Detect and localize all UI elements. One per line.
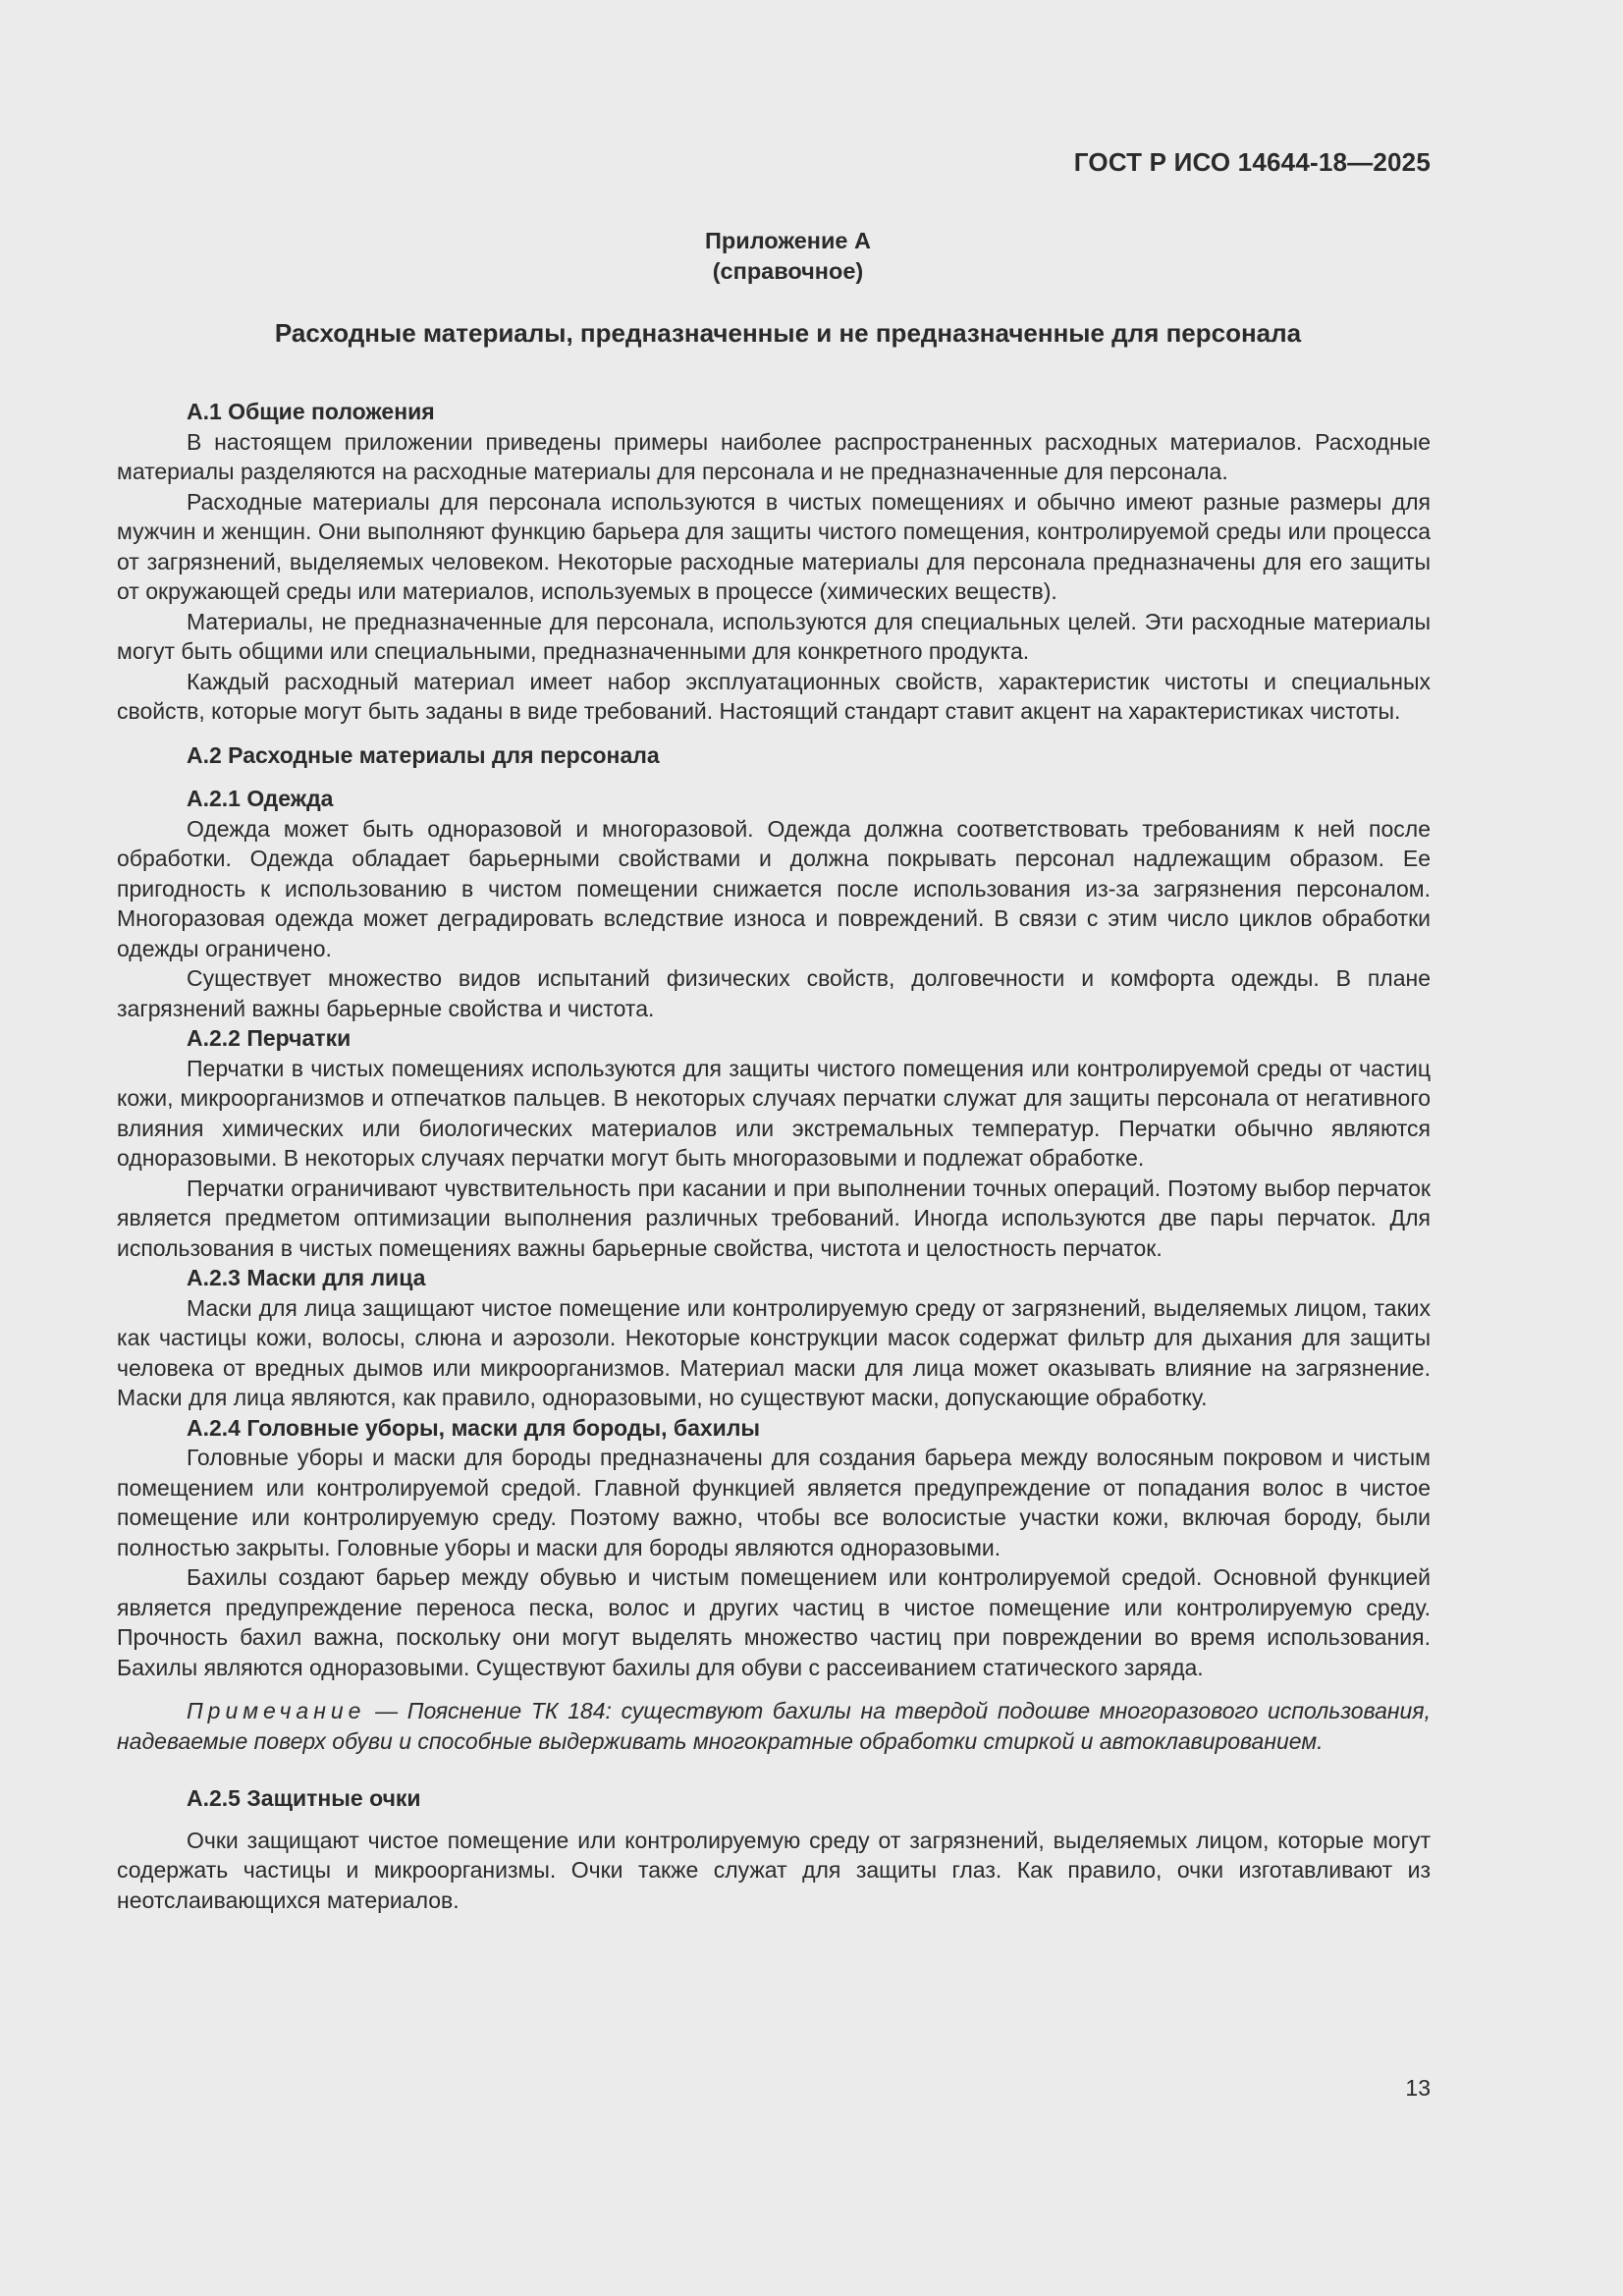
paragraph: В настоящем приложении приведены примеры наиболее распространенных расходных материалов. Расходные материалы разделяются на расходные материалы для персонала и не предназначенные для персонала. — [117, 428, 1431, 484]
paragraph: Маски для лица защищают чистое помещение или контролируемую среду от загрязнений, выделяемых лицом, таких как частицы кожи, волосы, слюна и аэрозоли. Некоторые конструкции масок содержат фильтр для дыхания для защиты человека от вредных дымов или микроорганизмов. Материал маски для лица может оказывать влияние на загрязнение. Маски для лица являются, как правило, одноразовыми, но существуют маски, допускающие обработку. — [117, 1294, 1431, 1410]
note-label: Примечание — [187, 1698, 366, 1723]
document-body — [117, 397, 1431, 1915]
paragraph: Каждый расходный материал имеет набор эксплуатационных свойств, характеристик чистоты и специальных свойств, которые могут быть заданы в виде требований. Настоящий стандарт ставит акцент на характеристиках чистоты. — [117, 668, 1431, 724]
paragraph: Существует множество видов испытаний физических свойств, долговечности и комфорта одежды. В плане загрязнений важны барьерные свойства и чистота. — [117, 965, 1431, 1021]
paragraph: Одежда может быть одноразовой и многоразовой. Одежда должна соответствовать требованиям к ней после обработки. Одежда обладает барьерными свойствами и должна покрывать персонал надлежащим образом. Ее пригодность к использованию в чистом помещении снижается после использования из-за загрязнения персоналом. Многоразовая одежда может деградировать вследствие износа и повреждений. В связи с этим число циклов обработки одежды ограничено. — [117, 815, 1431, 961]
paragraph: Бахилы создают барьер между обувью и чистым помещением или контролируемой средой. Основной функцией является предупреждение переноса песка, волос и других частиц в чистое помещение или контролируемую среду. Прочность бахил важна, поскольку они могут выделять множество частиц при повреждении во время использования. Бахилы являются одноразовыми. Существуют бахилы для обуви с рассеиванием статического заряда. — [117, 1564, 1431, 1680]
appendix-title: Расходные материалы, предназначенные и не предназначенные для персонала — [274, 318, 1302, 348]
subsection-heading-a25: А.2.5 Защитные очки — [187, 1785, 421, 1811]
subsection-heading-a21: А.2.1 Одежда — [187, 786, 334, 811]
paragraph: Головные уборы и маски для бороды предназначены для создания барьера между волосяным покровом и чистым помещением или контролируемой средой. Главной функцией является предупреждение от попадания волос в чистое помещение или контролируемую среду. Поэтому важно, чтобы все волосистые участки кожи, включая бороду, были полностью закрыты. Головные уборы и маски для бороды являются одноразовыми. — [117, 1445, 1431, 1560]
appendix-status: (справочное) — [712, 258, 864, 284]
note — [117, 1696, 1431, 1756]
paragraph: Очки защищают чистое помещение или контролируемую среду от загрязнений, выделяемых лицом, которые могут содержать частицы и микроорганизмы. Очки также служат для защиты глаз. Как правило, очки изготавливают из неотслаивающихся материалов. — [117, 1827, 1431, 1913]
appendix-label: Приложение А — [705, 228, 871, 253]
section-heading-a1: А.1 Общие положения — [187, 399, 435, 424]
paragraph: Расходные материалы для персонала используются в чистых помещениях и обычно имеют разные размеры для мужчин и женщин. Они выполняют функцию барьера для защиты чистого помещения, контролируемой среды или процесса от загрязнений, выделяемых человеком. Некоторые расходные материалы для персонала предназначены для его защиты от окружающей среды или материалов, используемых в процессе (химических веществ). — [117, 488, 1431, 604]
paragraph: Материалы, не предназначенные для персонала, используются для специальных целей. Эти расходные материалы могут быть общими или специальными, предназначенными для конкретного продукта. — [117, 608, 1431, 664]
subsection-heading-a24: А.2.4 Головные уборы, маски для бороды, бахилы — [187, 1414, 761, 1441]
note-text: — Пояснение ТК 184: существуют бахилы на твердой подошве многоразового использования, надеваемые поверх обуви и способные выдерживать многократные обработки стиркой и автоклавированием. — [117, 1698, 1431, 1754]
paragraph: Перчатки в чистых помещениях используются для защиты чистого помещения или контролируемой среды от частиц кожи, микроорганизмов и отпечатков пальцев. В некоторых случаях перчатки служат для защиты персонала от негативного влияния химических или биологических материалов или экстремальных температур. Перчатки обычно являются одноразовыми. В некоторых случаях перчатки могут быть многоразовыми и подлежат обработке. — [117, 1055, 1431, 1171]
subsection-heading-a23: А.2.3 Маски для лица — [187, 1265, 426, 1290]
standard-designation: ГОСТ Р ИСО 14644-18—2025 — [1073, 147, 1431, 177]
appendix-heading — [0, 226, 1576, 287]
paragraph: Перчатки ограничивают чувствительность при касании и при выполнении точных операций. Поэтому выбор перчаток является предметом оптимизации выполнения различных требований. Иногда используются две пары перчаток. Для использования в чистых помещениях важны барьерные свойства, чистота и целостность перчаток. — [117, 1175, 1431, 1261]
page-number: 13 — [1405, 2075, 1431, 2101]
subsection-heading-a22: А.2.2 Перчатки — [187, 1025, 352, 1051]
section-heading-a2: А.2 Расходные материалы для персонала — [187, 741, 660, 768]
